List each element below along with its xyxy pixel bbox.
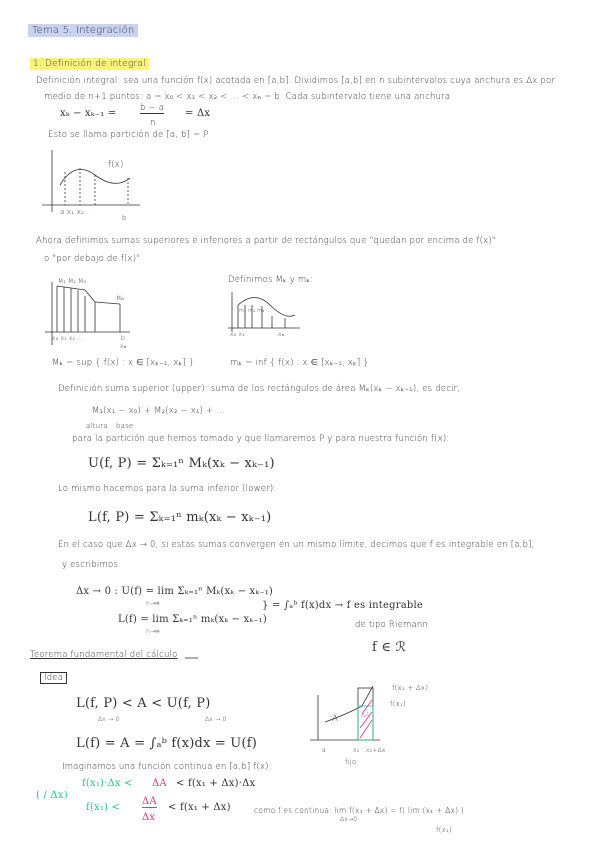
f-in-R: f ∈ ℛ [372, 640, 407, 655]
g-fijo: fijo [345, 758, 357, 766]
graph-partition [42, 150, 140, 212]
width-formula-right: = Δx [185, 108, 211, 119]
g-a: a [322, 747, 326, 754]
g2-xn: xₙ [120, 343, 127, 350]
upper-sum-formula: U(f, P) = Σₖ₌₁ⁿ Mₖ(xₖ − xₖ₋₁) [88, 456, 275, 471]
define-Mk-mk: Definimos Mₖ y mₖ: [228, 275, 314, 285]
upper-sum-definition: Definición suma superior (upper): suma de los rectángulos de área Mₖ(xₖ − xₖ₋₁), es decir, [58, 384, 461, 394]
width-formula-num: b − a [140, 103, 165, 113]
tfc-equality: L(f) = A = ∫ₐᵇ f(x)dx = U(f) [76, 736, 258, 751]
width-formula-den: n [150, 118, 156, 128]
Mk-definition: Mₖ = sup { f(x) : x ∈ [xₖ₋₁, xₖ] } [52, 358, 195, 368]
limit-line-2: y escribimos [62, 560, 118, 570]
graph1-fx: f(x) [108, 160, 124, 170]
riemann-label: de tipo Riemann [355, 620, 429, 630]
continuity-result: f(x₁) [436, 826, 452, 834]
section-heading: 1. Definición de integral [30, 58, 149, 70]
imagine-text: Imaginamos una función continua en [a,b] f(x): [62, 762, 272, 772]
ineq1-right: < f(x₁ + Δx)·Δx [176, 778, 256, 789]
lower-limit: L(f) = lim Σₖ₌₁ⁿ mₖ(xₖ − xₖ₋₁) [118, 614, 267, 625]
ineq1-left: f(x₁)·Δx < [82, 778, 133, 789]
ineq2-den: Δx [142, 812, 156, 823]
g-x1dx: x₁+Δx [366, 747, 386, 754]
mk-definition: mₖ = inf { f(x) : x ∈ [xₖ₋₁, xₖ] } [230, 358, 369, 368]
integral-conclusion: } = ∫ₐᵇ f(x)dx → f es integrable [262, 600, 424, 611]
g2-Mn: Mₙ [116, 295, 124, 302]
g3-xn: xₙ [278, 331, 285, 338]
definition-line-2: medio de n+1 puntos: a = x₀ < x₁ < x₂ < … < xₙ = b. Cada subintervalo tiene una anchura [44, 92, 451, 102]
g3-ticks: x₀ x₁ [230, 331, 245, 338]
altura-label: altura [86, 422, 108, 430]
g2-b: b [121, 335, 126, 342]
g2-ticks: x₀ x₁ x₂ … [52, 335, 84, 342]
g-fx1dx: f(x₁ + Δx) [392, 684, 429, 692]
divide-by-dx: ( / Δx) [36, 790, 68, 801]
width-formula-left: xₖ − xₖ₋₁ = [60, 108, 117, 119]
g3-labels: m₁ m₂ m₃ … [239, 308, 272, 314]
tfc-heading: Teorema fundamental del cálculo [30, 650, 178, 660]
graph1-ticks: a x₁ x₂ … [60, 208, 94, 216]
tfc-inequality: L(f, P) < A < U(f, P) [76, 696, 211, 711]
dx-to-0-right: Δx → 0 [205, 716, 227, 723]
lower-sum-formula: L(f, P) = Σₖ₌₁ⁿ mₖ(xₖ − xₖ₋₁) [88, 510, 272, 525]
limit-line-1: En el caso que Δx → 0, si estas sumas convergen en un mismo límite, decimos que f es integrable en [a,b], [58, 540, 535, 550]
upper-partition-text: para la partición que hemos tomado y que llamaremos P y para nuestra función f(x): [72, 434, 450, 444]
lower-limit-sub: n→∞ [146, 628, 160, 635]
sums-intro-line-1: Ahora definimos sumas superiores e inferiores a partir de rectángulos que "quedan por encima de f(x)" [36, 236, 496, 246]
dx-to-0-left: Δx → 0 [98, 716, 120, 723]
partition-text: Esto se llama partición de [a, b] = P [48, 130, 209, 140]
idea-box: Idea [40, 672, 67, 684]
upper-limit-sub: n→∞ [146, 600, 160, 607]
definition-line-1: Definición integral: sea una función f(x) acotada en [a,b]. Dividimos [a,b] en n subintervalos cuya anchura es Δx por [36, 76, 556, 86]
sums-intro-line-2: o "por debajo de f(x)" [44, 254, 141, 264]
g-fx1: f(x₁) [390, 700, 406, 708]
g2-top-labels: M₁ M₂ M₃ [58, 278, 87, 285]
g-dA: ΔA [361, 712, 370, 719]
graph1-b: b [122, 214, 127, 222]
base-label: base [116, 422, 134, 430]
ineq2-left: f(x₁) < [86, 802, 121, 813]
lower-sum-intro: Lo mismo hacemos para la suma inferior (lower): [58, 484, 277, 494]
ineq2-right: < f(x₁ + Δx) [168, 802, 231, 813]
upper-limit: Δx → 0 : U(f) = lim Σₖ₌₁ⁿ Mₖ(xₖ − xₖ₋₁) [76, 586, 274, 597]
ineq1-mid: ΔA [152, 778, 167, 789]
g-A: A [332, 714, 339, 724]
g-x1: x₁ [353, 747, 360, 754]
ineq2-num: ΔA [142, 796, 157, 807]
page-title: Tema 5. Integración [28, 24, 138, 37]
upper-sum-expr: M₁(x₁ − x₀) + M₂(x₂ − x₁) + … [92, 406, 225, 416]
continuity-sub: Δx→0 [340, 816, 358, 823]
continuity-text: como f es continua: lim f(x₁ + Δx) = f( lim (x₁ + Δx) ) [254, 806, 464, 815]
